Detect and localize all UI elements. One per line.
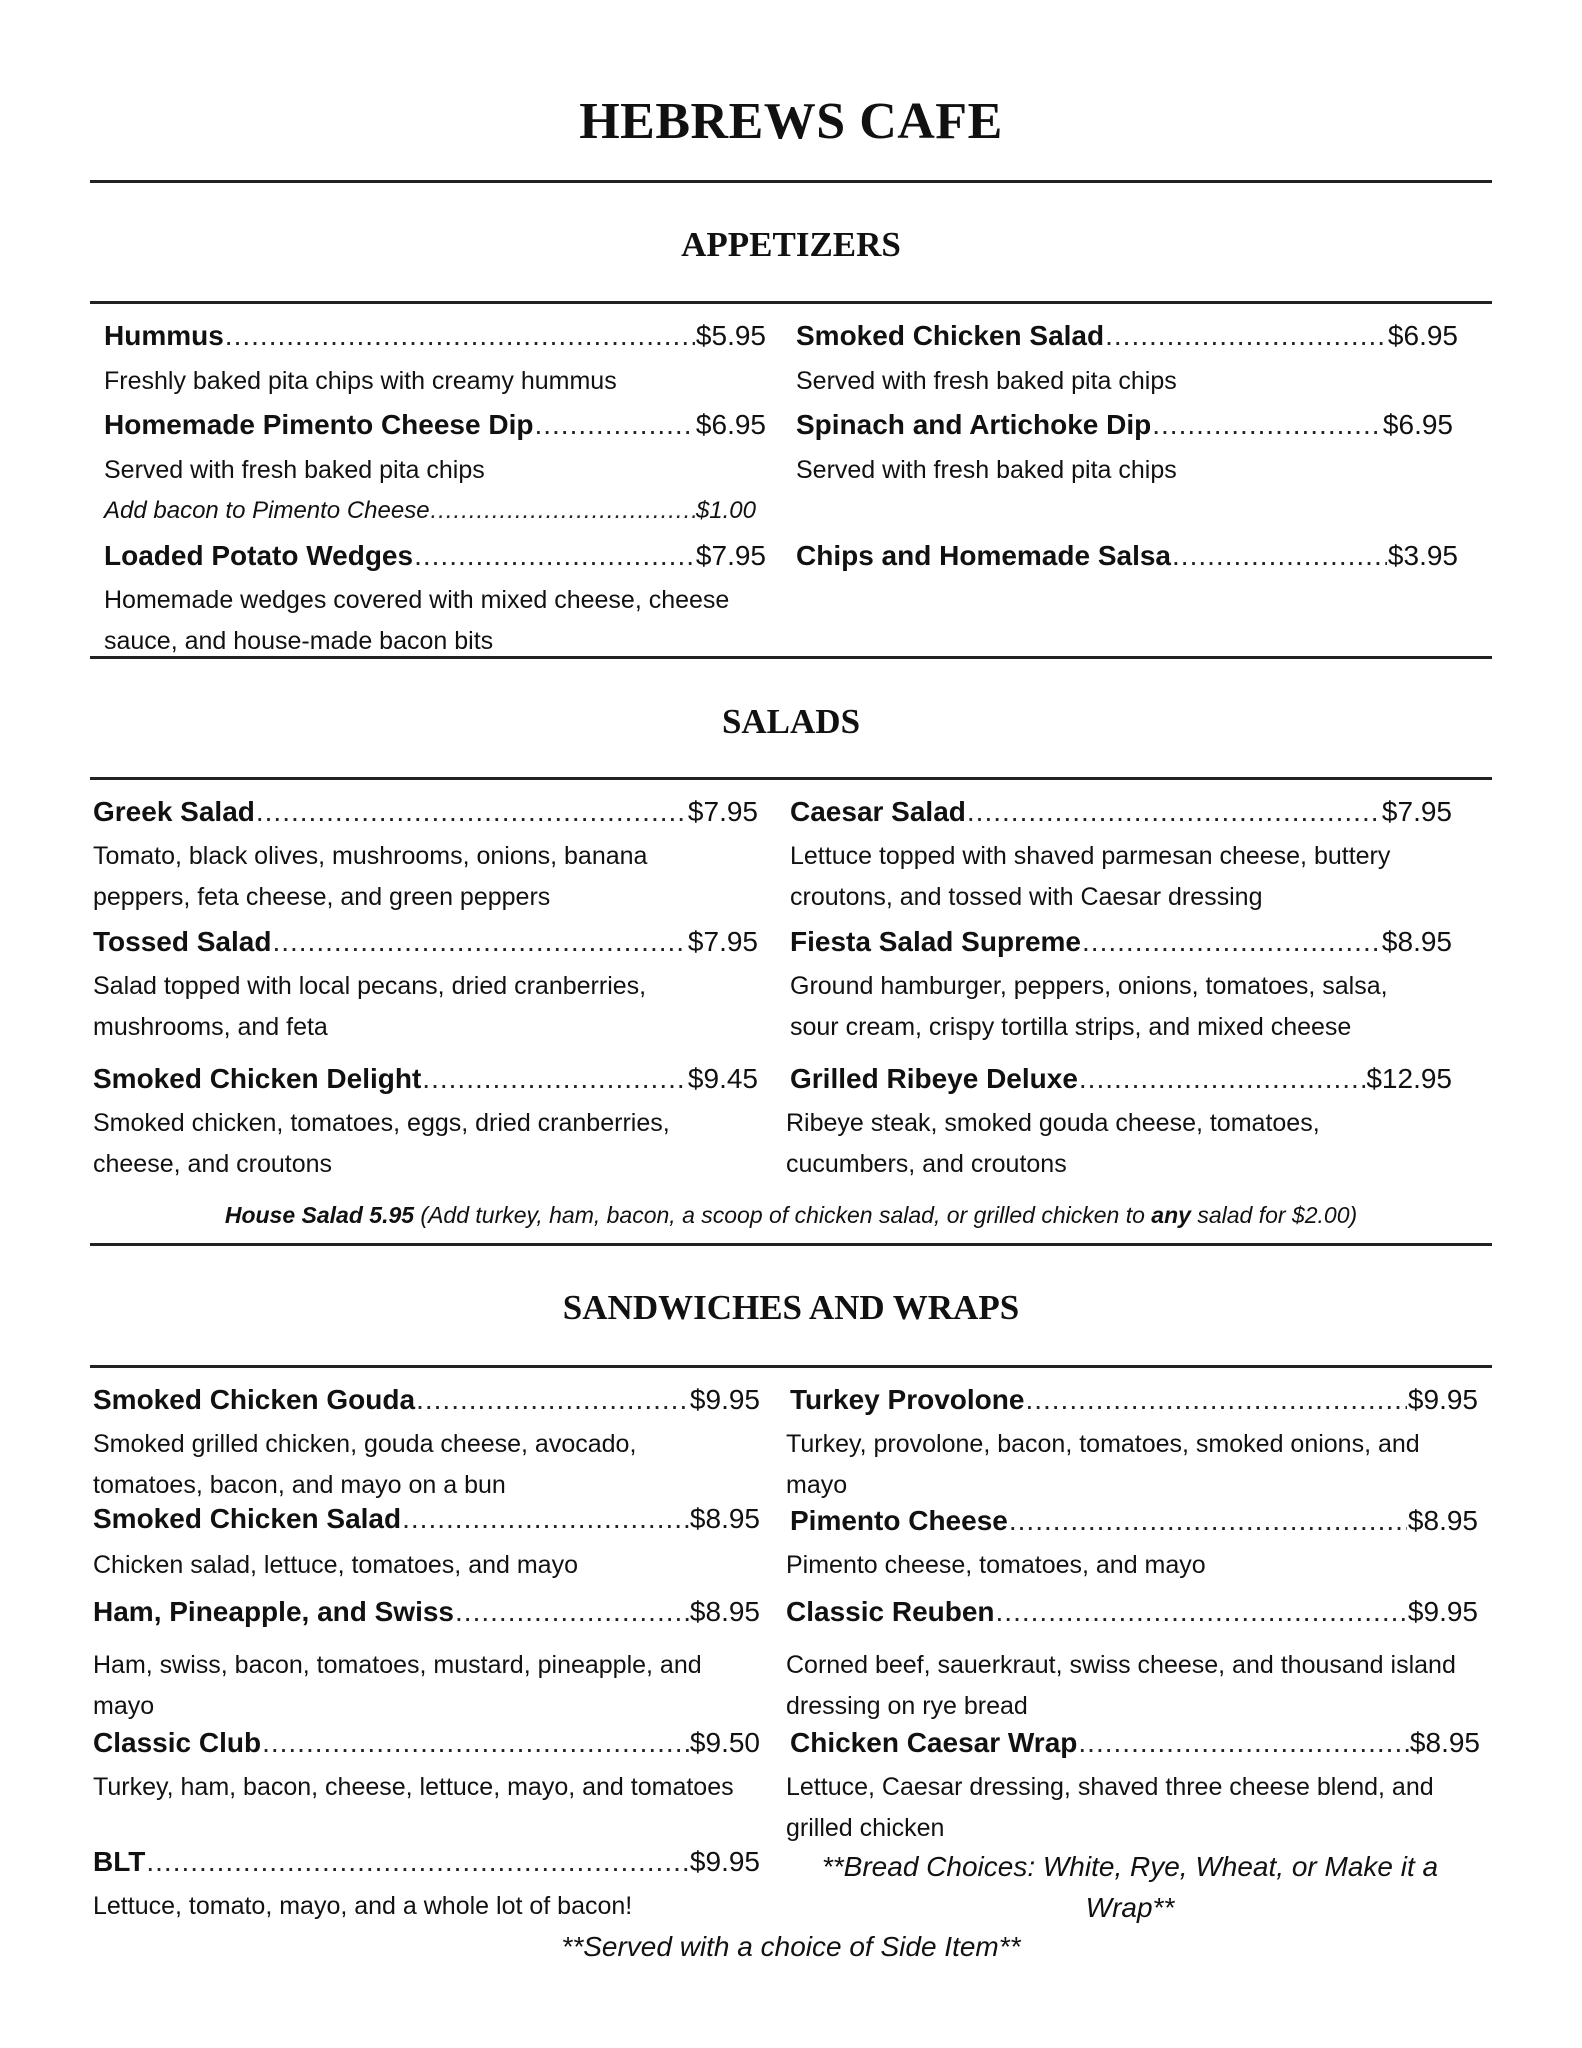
item-description: Served with fresh baked pita chips xyxy=(796,456,1177,484)
item-price: $8.95 xyxy=(689,1503,760,1534)
item-description: Served with fresh baked pita chips xyxy=(104,456,485,484)
dot-leader xyxy=(1078,1727,1409,1759)
menu-item xyxy=(104,540,766,572)
bread-choices-note: **Bread Choices: White, Rye, Wheat, or Make it a Wrap** xyxy=(821,1851,1439,1923)
item-price: $9.95 xyxy=(689,1384,760,1415)
dot-leader xyxy=(431,497,695,525)
menu-item xyxy=(93,926,758,958)
dot-leader xyxy=(416,1384,689,1416)
menu-item xyxy=(790,796,1452,828)
item-price: $7.95 xyxy=(687,796,758,827)
item-name: Classic Reuben xyxy=(786,1596,995,1627)
menu-item xyxy=(790,926,1452,958)
dot-leader xyxy=(402,1503,689,1535)
item-description: Lettuce, Caesar dressing, shaved three cheese blend, and grilled chicken xyxy=(786,1773,1434,1842)
dot-leader xyxy=(272,926,686,958)
item-price: $9.95 xyxy=(1407,1596,1478,1627)
item-name: Chicken Caesar Wrap xyxy=(790,1727,1078,1758)
dot-leader xyxy=(225,320,695,352)
item-price: $5.95 xyxy=(695,320,766,351)
item-name: Caesar Salad xyxy=(790,796,966,827)
item-name: Ham, Pineapple, and Swiss xyxy=(93,1596,455,1627)
divider xyxy=(90,1243,1492,1246)
item-price: $8.95 xyxy=(1409,1727,1480,1758)
item-description: Turkey, provolone, bacon, tomatoes, smoked onions, and mayo xyxy=(786,1430,1420,1499)
item-price: $9.95 xyxy=(1407,1384,1478,1415)
item-price: $8.95 xyxy=(1407,1505,1478,1536)
menu-item xyxy=(93,796,758,828)
item-name: Homemade Pimento Cheese Dip xyxy=(104,409,534,440)
item-name: Greek Salad xyxy=(93,796,255,827)
dot-leader xyxy=(534,409,694,441)
item-price: $8.95 xyxy=(1381,926,1452,957)
dot-leader xyxy=(996,1596,1407,1628)
item-description: Smoked chicken, tomatoes, eggs, dried cranberries, cheese, and croutons xyxy=(93,1109,670,1178)
item-name: Smoked Chicken Gouda xyxy=(93,1384,416,1415)
dot-leader xyxy=(967,796,1381,828)
note-text: (Add turkey, ham, bacon, a scoop of chicken salad, or grilled chicken to xyxy=(414,1202,1152,1228)
item-price: $7.95 xyxy=(1381,796,1452,827)
menu-title: HEBREWS CAFE xyxy=(579,93,1003,150)
menu-item xyxy=(93,1596,760,1628)
dot-leader xyxy=(1009,1505,1407,1537)
dot-leader xyxy=(262,1727,689,1759)
dot-leader xyxy=(1105,320,1387,352)
item-price: $8.95 xyxy=(689,1596,760,1627)
dot-leader xyxy=(146,1846,689,1878)
menu-item xyxy=(790,1063,1452,1095)
item-name: Smoked Chicken Salad xyxy=(93,1503,402,1534)
item-description: Ground hamburger, peppers, onions, tomatoes, salsa, sour cream, crispy tortilla strips, and mixed cheese xyxy=(790,972,1388,1041)
note-text: salad for $2.00) xyxy=(1190,1202,1358,1228)
item-name: Classic Club xyxy=(93,1727,262,1758)
dot-leader xyxy=(414,540,695,572)
item-name: Tossed Salad xyxy=(93,926,272,957)
item-name: Spinach and Artichoke Dip xyxy=(796,409,1152,440)
dot-leader xyxy=(1025,1384,1406,1416)
item-price: $9.95 xyxy=(689,1846,760,1877)
item-price: $6.95 xyxy=(1387,320,1458,351)
divider xyxy=(90,1365,1492,1368)
menu-item xyxy=(104,320,766,352)
menu-item xyxy=(790,1727,1480,1759)
item-name: Hummus xyxy=(104,320,224,351)
dot-leader xyxy=(1079,1063,1365,1095)
dot-leader xyxy=(455,1596,689,1628)
item-name: Smoked Chicken Delight xyxy=(93,1063,422,1094)
item-name: Turkey Provolone xyxy=(790,1384,1025,1415)
divider xyxy=(90,301,1492,304)
section-heading-salads: SALADS xyxy=(721,702,861,741)
addon-item xyxy=(104,497,756,525)
addon-price: $1.00 xyxy=(695,497,756,524)
dot-leader xyxy=(1082,926,1381,958)
item-price: $3.95 xyxy=(1387,540,1458,571)
item-description: Homemade wedges covered with mixed cheese, cheese sauce, and house-made bacon bits xyxy=(104,586,730,655)
item-description: Turkey, ham, bacon, cheese, lettuce, mayo, and tomatoes xyxy=(93,1773,734,1801)
item-name: Smoked Chicken Salad xyxy=(796,320,1105,351)
house-salad-label: House Salad 5.95 xyxy=(224,1202,415,1228)
item-description: Lettuce, tomato, mayo, and a whole lot of bacon! xyxy=(93,1892,633,1920)
item-price: $6.95 xyxy=(1382,409,1453,440)
item-price: $9.45 xyxy=(687,1063,758,1094)
item-description: Freshly baked pita chips with creamy hummus xyxy=(104,367,617,395)
item-description: Lettuce topped with shaved parmesan cheese, buttery croutons, and tossed with Caesar dressing xyxy=(790,842,1391,911)
menu-item xyxy=(93,1727,760,1759)
menu-item xyxy=(796,540,1458,572)
item-name: Fiesta Salad Supreme xyxy=(790,926,1082,957)
menu-item xyxy=(93,1503,760,1535)
menu-item xyxy=(93,1846,760,1878)
item-name: Chips and Homemade Salsa xyxy=(796,540,1172,571)
house-salad-note xyxy=(0,1202,1582,1229)
item-description: Smoked grilled chicken, gouda cheese, avocado, tomatoes, bacon, and mayo on a bun xyxy=(93,1430,637,1499)
dot-leader xyxy=(256,796,687,828)
note-emphasis: any xyxy=(1151,1202,1191,1228)
divider xyxy=(90,656,1492,659)
item-description: Salad topped with local pecans, dried cranberries, mushrooms, and feta xyxy=(93,972,647,1041)
menu-item xyxy=(790,1384,1478,1416)
item-name: Pimento Cheese xyxy=(790,1505,1008,1536)
divider xyxy=(90,777,1492,780)
item-name: Loaded Potato Wedges xyxy=(104,540,414,571)
item-description: Chicken salad, lettuce, tomatoes, and mayo xyxy=(93,1551,578,1579)
menu-item xyxy=(786,1596,1478,1628)
menu-item xyxy=(796,409,1453,441)
divider xyxy=(90,180,1492,183)
menu-item xyxy=(796,320,1458,352)
item-name: Grilled Ribeye Deluxe xyxy=(790,1063,1078,1094)
section-heading-sandwiches: SANDWICHES AND WRAPS xyxy=(562,1288,1020,1327)
dot-leader xyxy=(422,1063,687,1095)
item-price: $12.95 xyxy=(1366,1063,1452,1094)
menu-item xyxy=(93,1063,758,1095)
item-price: $7.95 xyxy=(687,926,758,957)
item-price: $7.95 xyxy=(695,540,766,571)
menu-item xyxy=(93,1384,760,1416)
item-description: Corned beef, sauerkraut, swiss cheese, and thousand island dressing on rye bread xyxy=(786,1651,1456,1720)
item-description: Pimento cheese, tomatoes, and mayo xyxy=(786,1551,1206,1579)
menu-item xyxy=(104,409,766,441)
dot-leader xyxy=(1172,540,1387,572)
section-heading-appetizers: APPETIZERS xyxy=(681,225,901,264)
item-description: Served with fresh baked pita chips xyxy=(796,367,1177,395)
item-description: Tomato, black olives, mushrooms, onions, banana peppers, feta cheese, and green peppers xyxy=(93,842,648,911)
item-price: $6.95 xyxy=(695,409,766,440)
item-description: Ham, swiss, bacon, tomatoes, mustard, pineapple, and mayo xyxy=(93,1651,702,1720)
menu-item xyxy=(790,1505,1478,1537)
dot-leader xyxy=(1152,409,1382,441)
addon-name: Add bacon to Pimento Cheese xyxy=(104,497,430,524)
side-item-note: **Served with a choice of Side Item** xyxy=(561,1931,1021,1962)
item-description: Ribeye steak, smoked gouda cheese, tomatoes, cucumbers, and croutons xyxy=(786,1109,1320,1178)
item-price: $9.50 xyxy=(689,1727,760,1758)
item-name: BLT xyxy=(93,1846,146,1877)
